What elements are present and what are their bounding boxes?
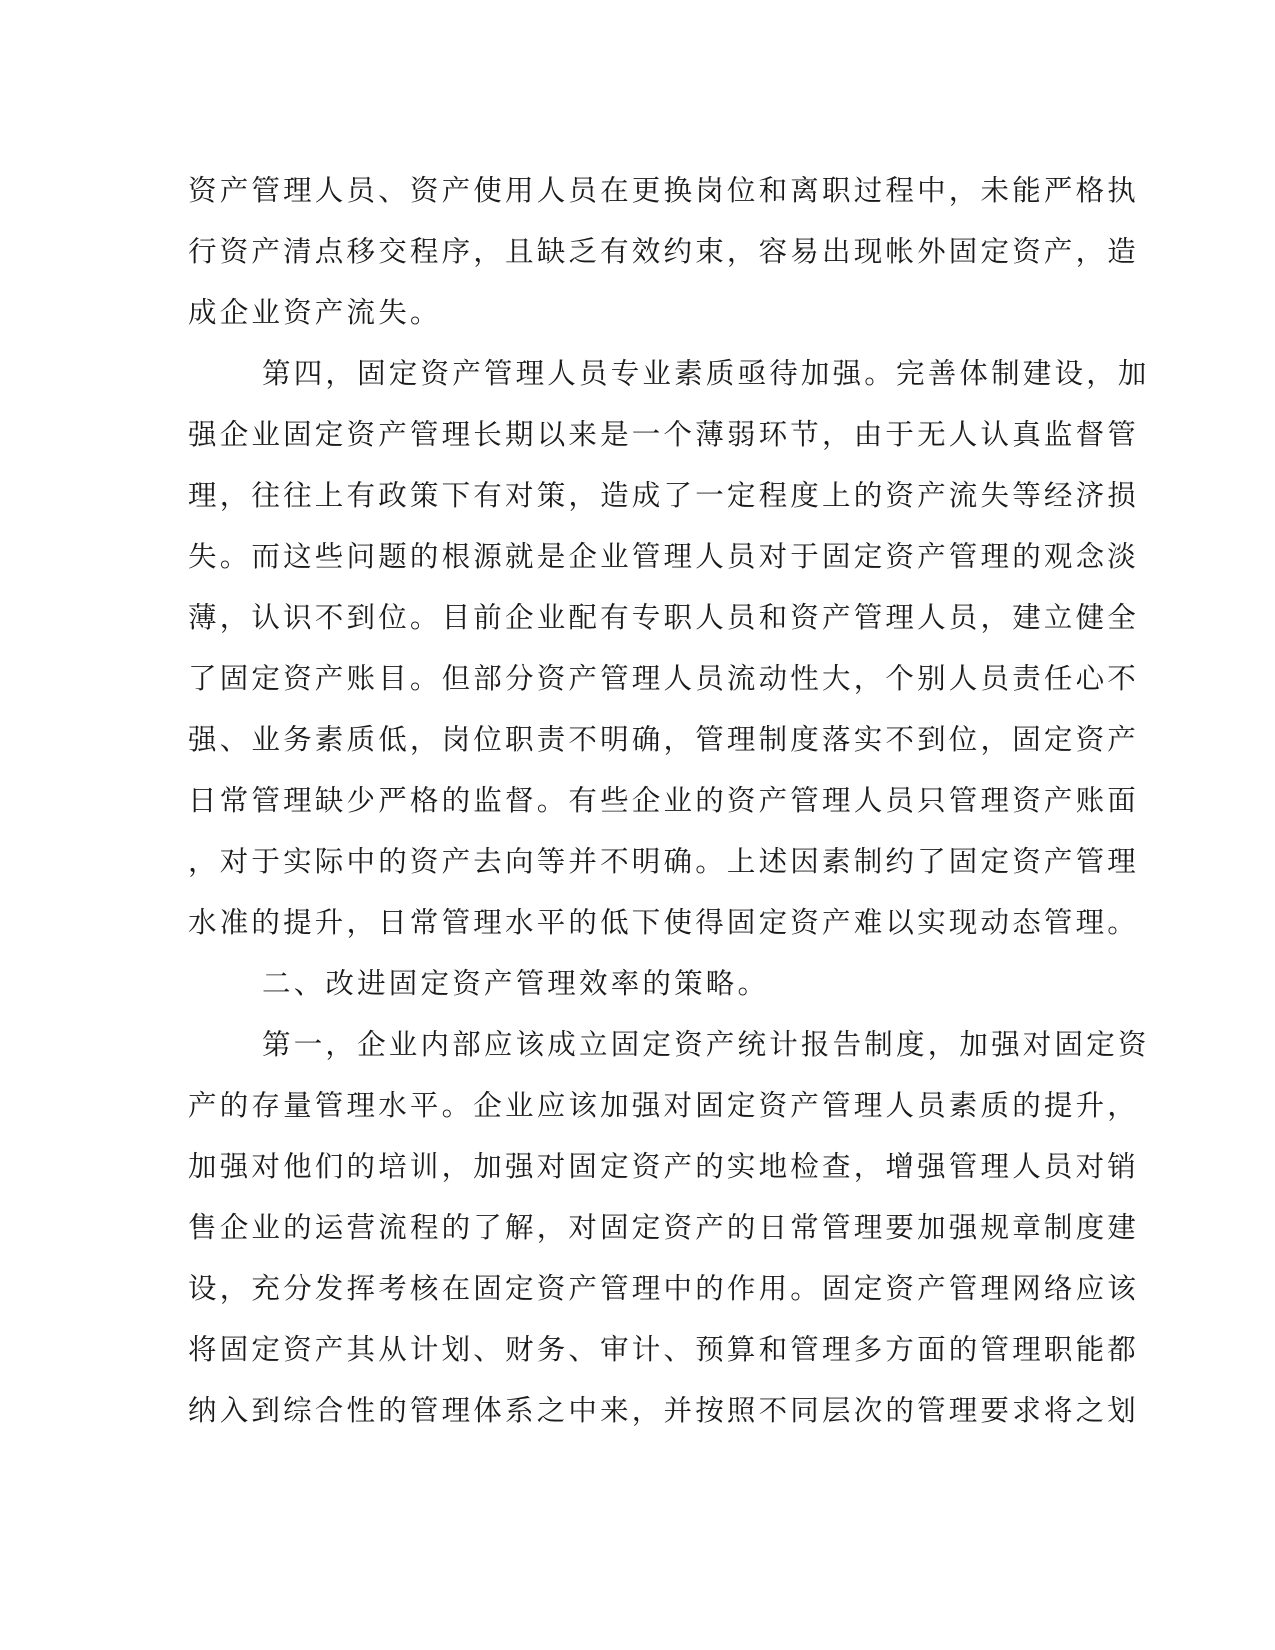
- text-line: 将固定资产其从计划、财务、审计、预算和管理多方面的管理职能都: [188, 1333, 1140, 1366]
- text-line: 水准的提升，日常管理水平的低下使得固定资产难以实现动态管理。: [188, 906, 1140, 939]
- text-line: 纳入到综合性的管理体系之中来，并按照不同层次的管理要求将之划: [188, 1394, 1140, 1427]
- text-line: 资产管理人员、资产使用人员在更换岗位和离职过程中，未能严格执: [188, 174, 1140, 207]
- text-line: 加强对他们的培训，加强对固定资产的实地检查，增强管理人员对销: [188, 1150, 1140, 1183]
- text-line: 售企业的运营流程的了解，对固定资产的日常管理要加强规章制度建: [188, 1211, 1140, 1244]
- text-line: 失。而这些问题的根源就是企业管理人员对于固定资产管理的观念淡: [188, 540, 1140, 573]
- text-line: 设，充分发挥考核在固定资产管理中的作用。固定资产管理网络应该: [188, 1272, 1140, 1305]
- text-line: 二、改进固定资产管理效率的策略。: [262, 967, 770, 1000]
- text-line: 强、业务素质低，岗位职责不明确，管理制度落实不到位，固定资产: [188, 723, 1140, 756]
- text-line: 理，往往上有政策下有对策，造成了一定程度上的资产流失等经济损: [188, 479, 1140, 512]
- text-line: 成企业资产流失。: [188, 296, 442, 329]
- text-line: 行资产清点移交程序，且缺乏有效约束，容易出现帐外固定资产，造: [188, 235, 1140, 268]
- text-line: 产的存量管理水平。企业应该加强对固定资产管理人员素质的提升，: [188, 1089, 1140, 1122]
- text-line: 第一，企业内部应该成立固定资产统计报告制度，加强对固定资: [262, 1028, 1150, 1061]
- text-line: 了固定资产账目。但部分资产管理人员流动性大，个别人员责任心不: [188, 662, 1140, 695]
- text-line: 日常管理缺少严格的监督。有些企业的资产管理人员只管理资产账面: [188, 784, 1140, 817]
- text-line: ，对于实际中的资产去向等并不明确。上述因素制约了固定资产管理: [188, 845, 1140, 878]
- text-line: 第四，固定资产管理人员专业素质亟待加强。完善体制建设，加: [262, 357, 1150, 390]
- body-text: [188, 160, 1150, 1441]
- text-line: 薄，认识不到位。目前企业配有专职人员和资产管理人员，建立健全: [188, 601, 1140, 634]
- text-line: 强企业固定资产管理长期以来是一个薄弱环节，由于无人认真监督管: [188, 418, 1140, 451]
